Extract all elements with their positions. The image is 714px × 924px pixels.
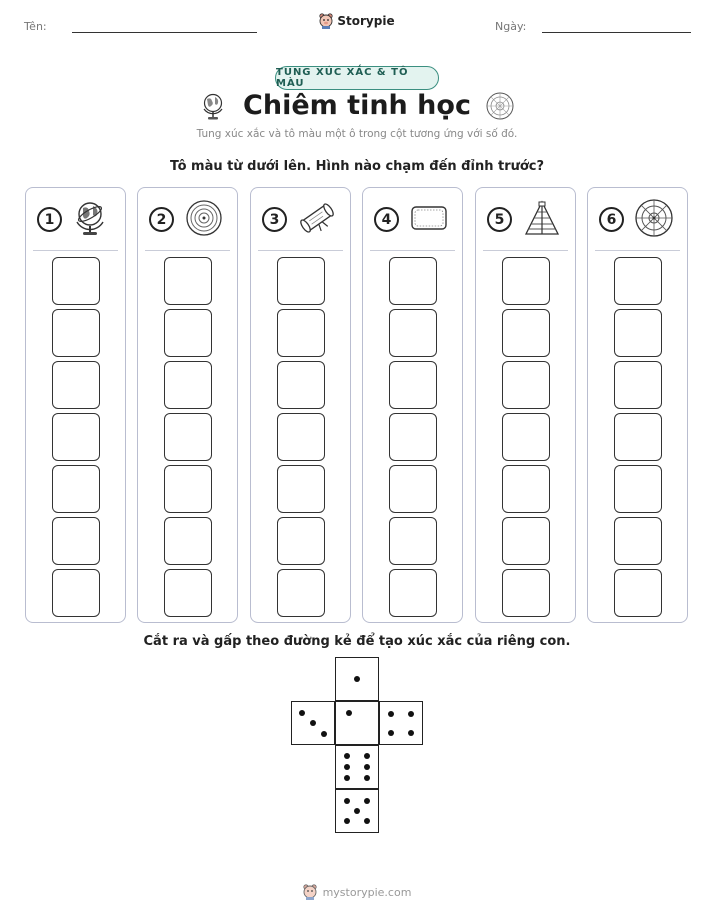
column-3 xyxy=(250,187,351,623)
mascot-icon xyxy=(303,884,317,900)
color-cell[interactable] xyxy=(52,569,100,617)
die-pip xyxy=(354,676,360,682)
color-cell[interactable] xyxy=(52,413,100,461)
color-cell[interactable] xyxy=(502,517,550,565)
color-cell[interactable] xyxy=(614,257,662,305)
mascot-icon xyxy=(319,13,333,29)
column-6 xyxy=(587,187,688,623)
coloring-instruction: Tô màu từ dưới lên. Hình nào chạm đến đỉnh trước? xyxy=(169,159,545,174)
die-pip xyxy=(388,730,394,736)
color-cell[interactable] xyxy=(277,517,325,565)
column-4 xyxy=(362,187,463,623)
column-divider xyxy=(370,250,455,251)
color-cell[interactable] xyxy=(277,569,325,617)
globe-icon xyxy=(72,198,112,238)
scroll-icon xyxy=(297,198,337,238)
color-cell[interactable] xyxy=(502,309,550,357)
color-cell[interactable] xyxy=(164,413,212,461)
column-2 xyxy=(137,187,238,623)
color-cell[interactable] xyxy=(389,569,437,617)
brand-logo xyxy=(0,13,714,29)
die-face-4[interactable] xyxy=(379,701,423,745)
die-pip xyxy=(346,710,352,716)
column-number: 6 xyxy=(599,207,624,232)
die-face-1[interactable] xyxy=(335,701,379,745)
die-face-6[interactable] xyxy=(335,745,379,789)
column-divider xyxy=(258,250,343,251)
color-cell[interactable] xyxy=(502,569,550,617)
column-number: 2 xyxy=(149,207,174,232)
die-pip xyxy=(299,710,305,716)
die-pip xyxy=(364,764,370,770)
footer-url[interactable]: mystorypie.com xyxy=(322,885,412,899)
subtitle: Tung xúc xắc và tô màu một ô trong cột tương ứng với số đó. xyxy=(196,128,518,140)
color-cell[interactable] xyxy=(389,413,437,461)
color-cell[interactable] xyxy=(502,257,550,305)
color-cell[interactable] xyxy=(277,361,325,409)
die-face-5[interactable] xyxy=(335,789,379,833)
die-pip xyxy=(321,731,327,737)
globe-icon xyxy=(199,91,229,121)
cut-instruction: Cắt ra và gấp theo đường kẻ để tạo xúc xắc của riêng con. xyxy=(143,634,571,649)
die-pip xyxy=(408,711,414,717)
column-divider xyxy=(595,250,680,251)
color-cell[interactable] xyxy=(52,465,100,513)
die-pip xyxy=(344,753,350,759)
color-cell[interactable] xyxy=(389,361,437,409)
die-pip xyxy=(344,764,350,770)
color-cell[interactable] xyxy=(52,257,100,305)
name-label: Tên: xyxy=(24,20,47,33)
die-pip xyxy=(344,818,350,824)
activity-tag: TUNG XÚC XẮC & TÔ MÀU xyxy=(275,66,439,90)
color-cell[interactable] xyxy=(502,361,550,409)
die-pip xyxy=(354,808,360,814)
date-line[interactable] xyxy=(542,32,691,33)
column-number: 3 xyxy=(262,207,287,232)
die-pip xyxy=(364,775,370,781)
zodiac-wheel-icon xyxy=(485,91,515,121)
footer xyxy=(0,884,714,900)
color-cell[interactable] xyxy=(52,361,100,409)
pyramid-icon xyxy=(522,198,562,238)
stone-tablet-icon xyxy=(409,198,449,238)
date-label: Ngày: xyxy=(495,20,527,33)
column-divider xyxy=(145,250,230,251)
die-pip xyxy=(344,798,350,804)
die-pip xyxy=(364,753,370,759)
column-5 xyxy=(475,187,576,623)
color-cell[interactable] xyxy=(277,309,325,357)
color-cell[interactable] xyxy=(52,517,100,565)
color-cell[interactable] xyxy=(614,517,662,565)
die-face-1[interactable] xyxy=(335,657,379,701)
die-pip xyxy=(310,720,316,726)
color-cell[interactable] xyxy=(164,257,212,305)
die-pip xyxy=(364,818,370,824)
color-cell[interactable] xyxy=(389,517,437,565)
column-1 xyxy=(25,187,126,623)
die-pip xyxy=(408,730,414,736)
color-cell[interactable] xyxy=(277,257,325,305)
column-number: 4 xyxy=(374,207,399,232)
die-face-3[interactable] xyxy=(291,701,335,745)
color-cell[interactable] xyxy=(52,309,100,357)
column-divider xyxy=(33,250,118,251)
color-cell[interactable] xyxy=(502,413,550,461)
color-cell[interactable] xyxy=(614,361,662,409)
color-cell[interactable] xyxy=(389,465,437,513)
color-cell[interactable] xyxy=(164,309,212,357)
color-cell[interactable] xyxy=(164,465,212,513)
color-cell[interactable] xyxy=(389,309,437,357)
column-number: 1 xyxy=(37,207,62,232)
column-divider xyxy=(483,250,568,251)
color-cell[interactable] xyxy=(502,465,550,513)
astrolabe-icon xyxy=(184,198,224,238)
color-cell[interactable] xyxy=(277,413,325,461)
die-pip xyxy=(344,775,350,781)
color-cell[interactable] xyxy=(389,257,437,305)
die-pip xyxy=(364,798,370,804)
die-pip xyxy=(388,711,394,717)
color-cell[interactable] xyxy=(164,517,212,565)
page-title: Chiêm tinh học xyxy=(243,90,471,121)
color-cell[interactable] xyxy=(614,569,662,617)
title-row xyxy=(0,90,714,121)
zodiac-wheel-icon xyxy=(634,198,674,238)
name-line[interactable] xyxy=(72,32,257,33)
column-number: 5 xyxy=(487,207,512,232)
brand-name: Storypie xyxy=(337,14,395,28)
color-cell[interactable] xyxy=(277,465,325,513)
color-cell[interactable] xyxy=(614,309,662,357)
color-cell[interactable] xyxy=(614,413,662,461)
color-cell[interactable] xyxy=(614,465,662,513)
color-cell[interactable] xyxy=(164,361,212,409)
color-cell[interactable] xyxy=(164,569,212,617)
